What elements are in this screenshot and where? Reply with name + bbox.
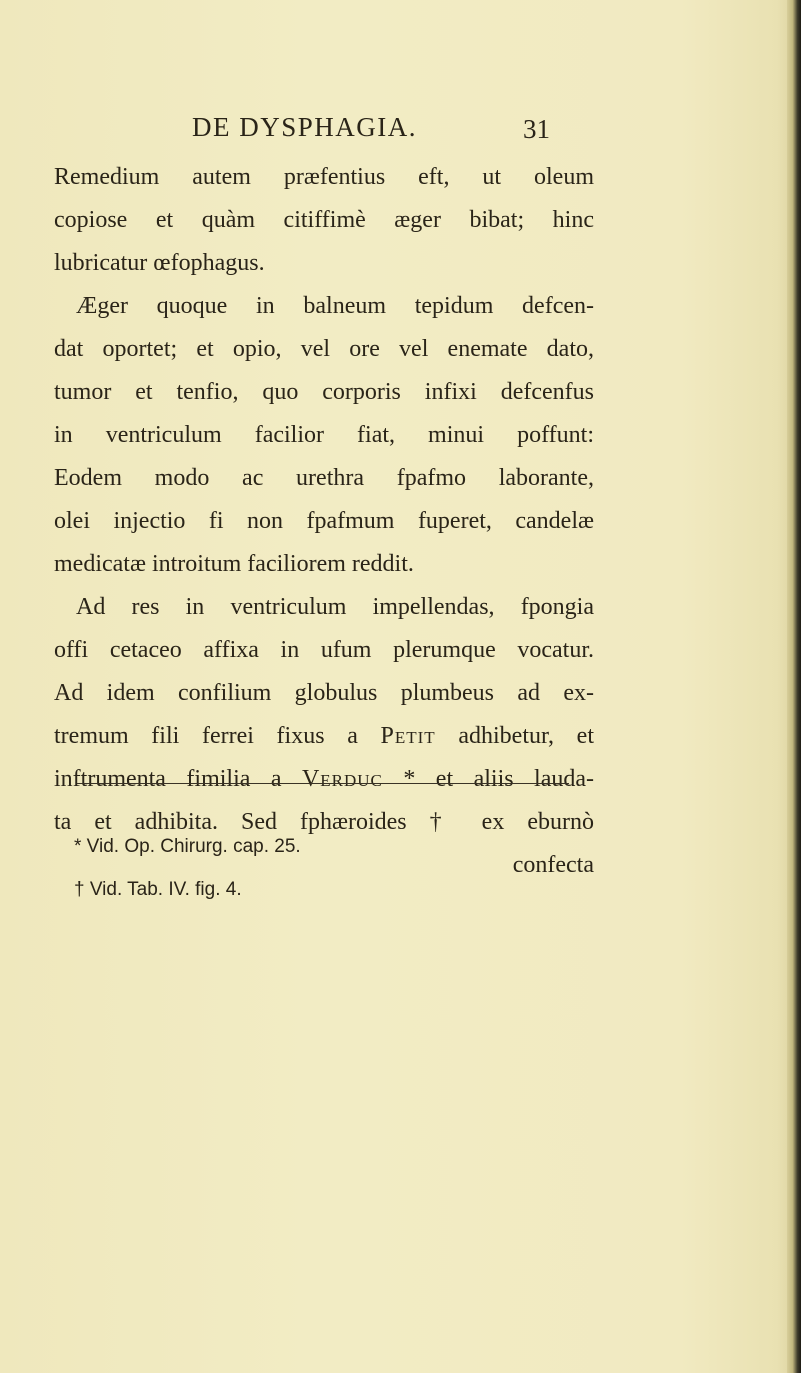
footnote-dagger: † Vid. Tab. IV. fig. 4. xyxy=(74,879,242,900)
text-line: offi cetaceo affixa in ufum plerumque vocatur. xyxy=(54,637,594,663)
text-line: in ventriculum facilior fiat, minui poffunt: xyxy=(54,422,594,448)
author-name-verduc: Verduc xyxy=(301,766,383,792)
page-header xyxy=(0,112,801,152)
text-line xyxy=(54,715,594,758)
text-line: lubricatur œfophagus. xyxy=(54,250,265,276)
text-line: Ad res in ventriculum impellendas, fpongia xyxy=(76,594,594,620)
body-text xyxy=(54,156,594,887)
text-line: medicatæ introitum faciliorem reddit. xyxy=(54,551,414,577)
text-line: ta et adhibita. Sed fphæroides † ex eburnò xyxy=(54,809,594,835)
page-number: 31 xyxy=(523,114,550,144)
text-line: dat oportet; et opio, vel ore vel enemate dato, xyxy=(54,336,594,362)
text-segment: adhibetur, et xyxy=(435,723,595,749)
text-line: Æger quoque in balneum tepidum defcen- xyxy=(76,293,594,319)
text-line: Eodem modo ac urethra fpafmo laborante, xyxy=(54,465,594,491)
text-line: olei injectio fi non fpafmum fuperet, candelæ xyxy=(54,508,594,534)
text-line: Remedium autem præfentius eft, ut oleum xyxy=(54,164,594,190)
text-segment: * et aliis lauda- xyxy=(382,766,594,792)
running-head: DE DYSPHAGIA. xyxy=(192,112,418,142)
text-segment: tremum fili ferrei fixus a xyxy=(54,723,381,749)
text-segment: inftrumenta fimilia a xyxy=(54,766,302,792)
footnote-divider xyxy=(77,783,569,784)
catchword: confecta xyxy=(512,852,594,878)
author-name-petit: Petit xyxy=(380,723,436,749)
text-line xyxy=(54,758,594,801)
text-line: tumor et tenfio, quo corporis infixi defcenfus xyxy=(54,379,594,405)
page-edge-shadow xyxy=(787,0,801,1373)
footnote-asterisk: * Vid. Op. Chirurg. cap. 25. xyxy=(74,836,301,857)
text-line: copiose et quàm citiffimè æger bibat; hinc xyxy=(54,207,594,233)
text-line: Ad idem confilium globulus plumbeus ad ex- xyxy=(54,680,594,706)
